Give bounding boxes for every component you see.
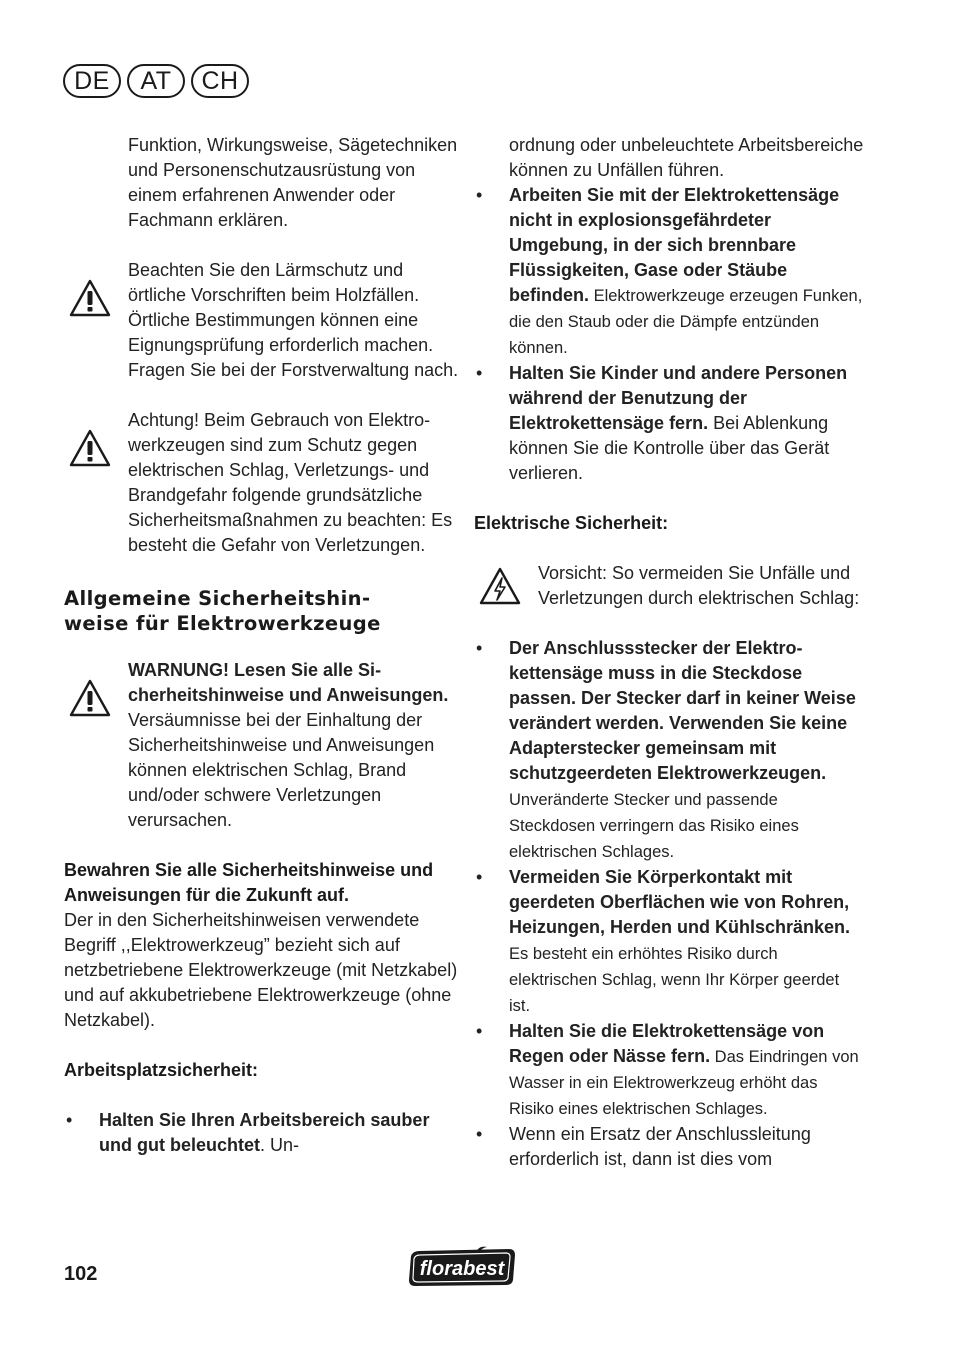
keep-instructions-heading: Bewahren Sie alle Sicherheitshinweise und Anweisungen für die Zukunft auf.: [64, 860, 434, 905]
country-badge-ch: CH: [191, 64, 249, 98]
bullet-rain-rest: Das Eindringen von Wasser in ein Elektrowerkzeug erhöht das Risiko eines elektrischen Schlages.: [509, 1048, 859, 1118]
bullet-plug-bold: Der Anschlussstecker der Elektrokettensäge muss in die Steckdose passen. Der Stecker darf in keiner Weise verändert werden. Verwenden Sie keine Adapterstecker gemeinsam mit schutzgeerdeten Elektrowerkzeugen.: [509, 638, 856, 783]
bullet-children-bold: Halten Sie Kinder und andere Personen während der Benutzung der Elektrokettensäge fern.: [509, 363, 848, 433]
bullet-plug: [474, 636, 864, 865]
bullet-replacement-cable: • Wenn ein Ersatz der Anschlussleitung erforderlich ist, dann ist dies vom: [474, 1122, 864, 1172]
bullet-children: [474, 361, 864, 486]
bullet-body-contact-bold: Vermeiden Sie Körperkontakt mit geerdeten Oberflächen wie von Rohren, Heizungen, Herden und Kühlschränken.: [509, 867, 851, 937]
electrical-safety-heading: Elektrische Sicherheit:: [474, 513, 669, 533]
section-title-line-2: weise für Elektrowerkzeuge: [64, 612, 381, 635]
warning-read-all-bold: WARNUNG! Lesen Sie alle Sicherheitshinweise und Anweisungen.: [128, 660, 449, 705]
caution-electric: [474, 561, 864, 611]
warning-triangle-icon: [68, 678, 112, 718]
bullet-explosive-rest: Elektrowerkzeuge erzeugen Funken, die den Staub oder die Dämpfe entzünden können.: [509, 287, 863, 357]
bullet-workplace-clean-bold: Halten Sie Ihren Arbeitsbereich sauber und gut beleuchtet: [99, 1110, 430, 1155]
warning-noise-text: Beachten Sie den Lärmschutz und örtliche Vorschriften beim Holzfällen. Örtliche Bestimmungen können eine Eignungsprüfung erforderlich machen. Fragen Sie bei der Forstverwaltung nach.: [128, 260, 459, 380]
continuation-text: ordnung oder unbeleuchtete Arbeitsbereiche können zu Unfällen führen.: [509, 135, 864, 180]
electric-shock-warning-icon: [478, 566, 522, 606]
warning-triangle-icon: [68, 278, 112, 318]
warning-general-text: Achtung! Beim Gebrauch von Elektrowerkzeugen sind zum Schutz gegen elektrischen Schlag, Verletzungs- und Brandgefahr folgende grundsätzliche Sicherheitsmaßnahmen zu beachten: Es besteht die Gefahr von Verletzungen.: [128, 410, 453, 555]
svg-text:florabest: florabest: [419, 1258, 505, 1280]
country-badge-at: AT: [127, 64, 185, 98]
workplace-safety-heading: Arbeitsplatzsicherheit:: [64, 1060, 259, 1080]
bullet-rain: [474, 1019, 864, 1122]
bullet-plug-rest: Unveränderte Stecker und passende Steckdosen verringern das Risiko eines elektrischen Schlages.: [509, 791, 799, 861]
florabest-logo: [405, 1244, 519, 1290]
left-column: [64, 133, 464, 1158]
warning-general: [64, 408, 464, 558]
page-number: 102: [64, 1263, 98, 1285]
bullet-workplace-clean: [64, 1108, 464, 1158]
bullet-body-contact: [474, 865, 864, 1019]
country-badge-de: DE: [63, 64, 121, 98]
bullet-children-rest: Bei Ablenkung können Sie die Kontrolle über das Gerät verlieren.: [509, 413, 830, 483]
section-title: [64, 586, 464, 636]
warning-noise: [64, 258, 464, 383]
intro-paragraph: Funktion, Wirkungsweise, Sägetechniken und Personenschutzausrüstung von einem erfahrenen Anwender oder Fachmann erklären.: [128, 135, 458, 230]
country-badges: [63, 64, 249, 98]
right-column: [474, 133, 864, 1172]
caution-electric-text: Vorsicht: So vermeiden Sie Unfälle und Verletzungen durch elektrischen Schlag:: [538, 563, 860, 608]
keep-instructions-text: Der in den Sicherheitshinweisen verwendete Begriff ,,Elektrowerkzeug” bezieht sich auf netzbetriebene Elektrowerkzeuge (mit Netzkabel) und auf akkubetriebene Elektrowerkzeuge (ohne Netzkabel).: [64, 910, 458, 1030]
bullet-workplace-clean-rest: . Un-: [260, 1135, 300, 1155]
warning-read-all: [64, 658, 464, 833]
bullet-explosive: [474, 183, 864, 361]
warning-triangle-icon: [68, 428, 112, 468]
bullet-rain-bold: Halten Sie die Elektrokettensäge von Regen oder Nässe fern.: [509, 1021, 825, 1066]
section-title-line-1: Allgemeine Sicherheitshin-: [64, 587, 371, 610]
bullet-explosive-bold: Arbeiten Sie mit der Elektrokettensäge nicht in explosionsgefährdeter Umgebung, in der sich brennbare Flüssigkeiten, Gase oder Stäube befinden.: [509, 185, 840, 305]
warning-read-all-rest: Versäumnisse bei der Einhaltung der Sicherheitshinweise und Anweisungen können elektrischen Schlag, Brand und/oder schwere Verletzungen verursachen.: [128, 710, 435, 830]
warning-read-all-text: [128, 658, 464, 833]
bullet-body-contact-rest: Es besteht ein erhöhtes Risiko durch elektrischen Schlag, wenn Ihr Körper geerdet ist.: [509, 945, 840, 1015]
